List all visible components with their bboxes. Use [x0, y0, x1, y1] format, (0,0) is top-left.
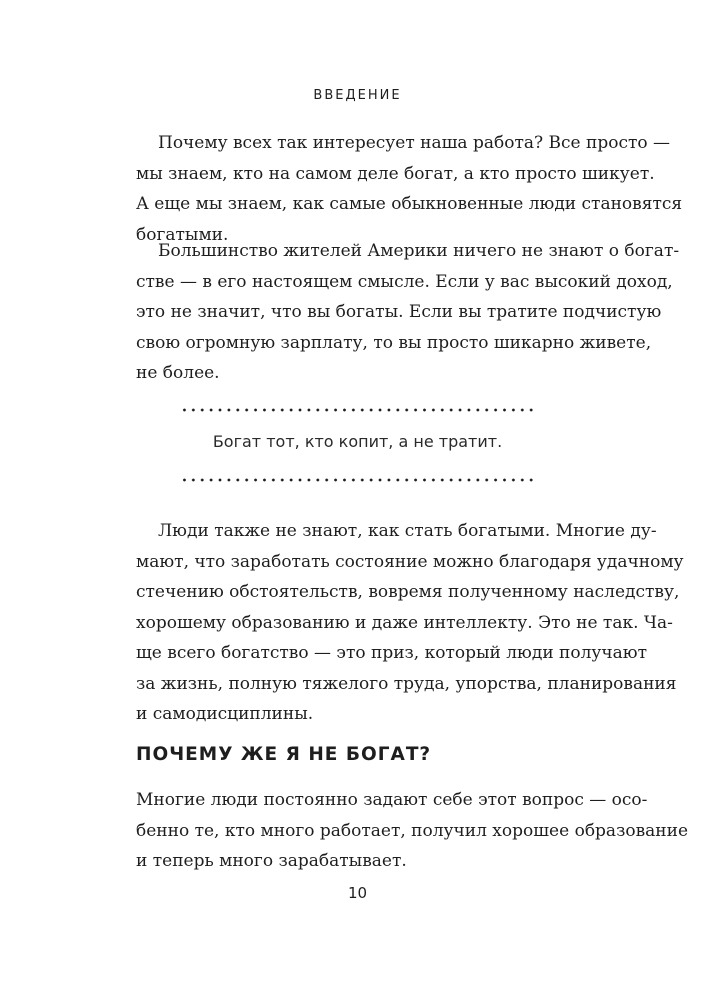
paragraph-3: [136, 516, 684, 730]
text-line: Многие люди постоянно задают себе этот вопрос — осо-: [136, 790, 648, 810]
text-line: не более.: [136, 363, 220, 383]
page-number: 10: [347, 884, 368, 902]
text-line: богатыми.: [136, 224, 229, 245]
pull-quote: Богат тот, кто копит, а не тратит.: [212, 432, 503, 451]
running-head: ВВЕДЕНИЕ: [313, 88, 402, 103]
text-line: за жизнь, полную тяжелого труда, упорства, планирования: [136, 673, 677, 694]
text-line: мы знаем, кто на самом деле богат, а кто просто шикует.: [136, 163, 655, 184]
paragraph-2: [136, 236, 680, 389]
text-line: Люди также не знают, как стать богатыми. Многие ду-: [158, 521, 657, 541]
dotted-rule-top: [180, 408, 535, 412]
text-line: стечению обстоятельств, вовремя полученному наследству,: [136, 582, 680, 602]
text-line: А еще мы знаем, как самые обыкновенные люди становятся: [136, 194, 683, 214]
paragraph-1: [136, 128, 683, 250]
text-line: и теперь много зарабатывает.: [136, 851, 407, 871]
text-line: Большинство жителей Америки ничего не знают о богат-: [158, 241, 680, 261]
text-line: свою огромную зарплату, то вы просто шикарно живете,: [136, 332, 652, 353]
text-line: мают, что заработать состояние можно благодаря удачному: [136, 551, 684, 572]
paragraph-4: [136, 785, 689, 877]
text-line: ще всего богатство — это приз, который люди получают: [136, 643, 648, 663]
text-line: бенно те, кто много работает, получил хорошее образование: [136, 820, 689, 841]
dotted-rule-bottom: [180, 478, 535, 482]
text-line: Почему всех так интересует наша работа? Все просто —: [158, 133, 671, 153]
section-heading: ПОЧЕМУ ЖЕ Я НЕ БОГАТ?: [136, 744, 432, 765]
text-line: стве — в его настоящем смысле. Если у вас высокий доход,: [136, 271, 673, 292]
text-line: хорошему образованию и даже интеллекту. Это не так. Ча-: [136, 612, 673, 633]
text-line: и самодисциплины.: [136, 704, 314, 724]
text-line: это не значит, что вы богаты. Если вы тратите подчистую: [136, 302, 662, 322]
